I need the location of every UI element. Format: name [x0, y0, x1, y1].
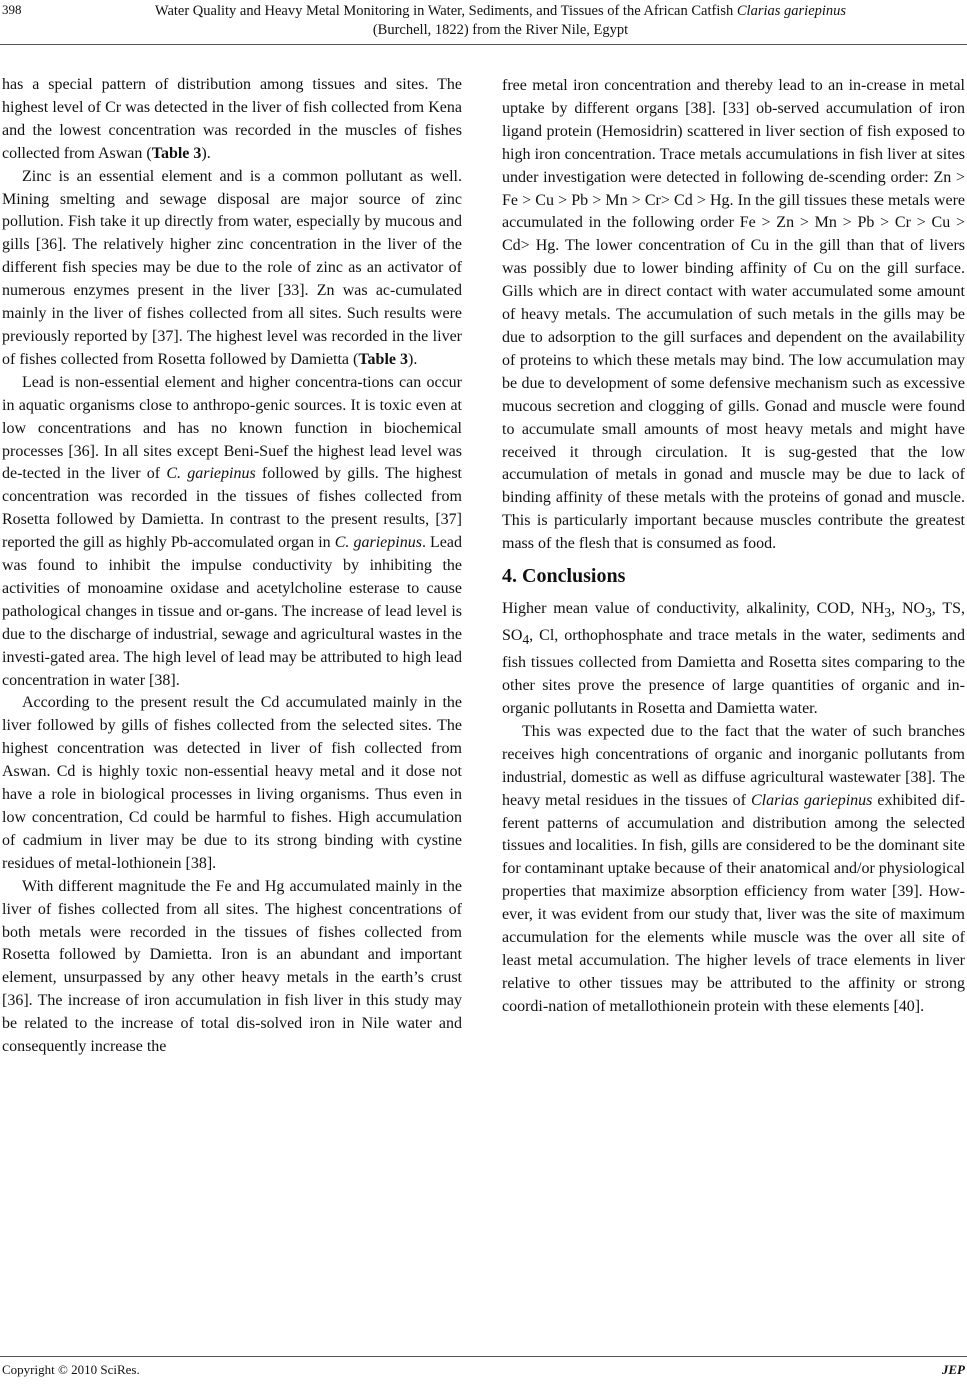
table-reference: Table 3	[358, 350, 408, 368]
species-name: C. gariepinus	[166, 465, 256, 483]
table-reference: Table 3	[151, 144, 202, 162]
paragraph	[2, 74, 462, 166]
subscript: 4	[522, 632, 530, 648]
running-title-line2: (Burchell, 1822) from the River Nile, Egypt	[372, 22, 629, 38]
paragraph-text: Zinc is an essential element and is a common pollutant as well. Mining smelting and sewage disposal are major source of zinc pollution. Fish take it up directly from water, especially by mucous and gills [36]. The relatively higher zinc concentration in the liver of the different fish species may be due to the role of zinc as an activator of numerous enzymes present in the liver [33]. Zn was ac-cumulated mainly in the liver of fishes collected from all sites. Such results were previously reported by [37]. The highest level was recorded in the liver of fishes collected from Rosetta followed by Damietta (	[2, 167, 462, 368]
paragraph-text: , Cl, orthophosphate and trace metals in the water, sediments and fish tissues collected from Damietta and Rosetta sites comparing to the other sites prove the presence of large quantities of organic and in-organic pollutants in Rosetta and Damietta water.	[502, 627, 965, 718]
paragraph-text: Lead is non-essential element and higher concentra-tions can occur in aquatic organisms close to anthropo-genic sources. It is toxic even at low concentrations and has no known function in biochemical processes [36]. In all sites except Beni-Suef the highest lead level was de-tected in the liver of	[2, 373, 462, 483]
species-name: C. gariepinus	[334, 534, 422, 552]
page-number: 398	[2, 2, 22, 17]
running-title	[34, 2, 967, 40]
left-column	[2, 74, 462, 1059]
paragraph: According to the present result the Cd accumulated mainly in the liver followed by gills of fishes collected from the selected sites. The highest concentration was detected in liver of fish collected from Aswan. Cd is highly toxic non-essential heavy metal and it dose not have a role in biological processes in living organisms. Thus even in low concentration, Cd could be harmful to fishes. High accumulation of cadmium in liver may be due to its strong binding with cystine residues of metal-lothionein [38].	[2, 694, 462, 872]
paragraph: free metal iron concentration and thereby lead to an in-crease in metal uptake by different organs [38]. [33] ob-served accumulation of iron ligand protein (Hemosidrin) scattered in liver section of fish exposed to high iron concentration. Trace metals accumulations in fish liver at sites under investigation were detected in following de-scending order: Zn > Fe > Cu > Pb > Mn > Cr> Cd > Hg. In the gill tissues these metals were accumulated in the following order Fe > Zn > Mn > Pb > Cr > Cu > Cd> Hg. The lower concentration of Cu in the gill than that of livers was possibly due to lower binding affinity of Cu on the gill surface. Gills which are in direct contact with water accumulated some amount of heavy metals. The accumulation of such metals in the gills may be due to adsorption to the gill surfaces and dependent on the availability of proteins to which these metals may bind. The low accumulation may be due to development of some defensive mechanism such as excessive mucous secretion and clogging of gills. Gonad and muscle were found to accumulate small amounts of most heavy metals and might have received it through circulation. It is sug-gested that the low accumulation of metals in gonad and muscle may be due to lack of binding affinity of these metals with the proteins of gonad and muscle. This is particularly important because muscles contribute the greatest mass of the flesh that is consumed as food.	[502, 77, 965, 553]
running-header	[0, 0, 967, 44]
paragraph-text: has a special pattern of distribution among tissues and sites. The highest level of Cr was detected in the liver of fish collected from Kena and the lowest concentration was recorded in the muscles of fishes collected from Aswan (	[2, 76, 462, 162]
subscript: 3	[884, 605, 892, 621]
paragraph-text: This was expected due to the fact that the water of such branches receives high concentrations of organic and inorganic pollutants from industrial, domestic as well as diffuse agricultural wastewater [38]. The heavy metal residues in the tissues of	[502, 722, 965, 809]
paragraph	[2, 372, 462, 693]
paragraph	[502, 721, 965, 1019]
paragraph-text: followed by gills. The highest concentration was recorded in the tissues of fishes collected from Rosetta followed by Damietta. In contrast to the present results, [37] reported the gill as highly Pb-accomulated organ in	[2, 465, 463, 552]
species-name: Clarias gariepinus	[750, 791, 873, 809]
subscript: 3	[925, 605, 932, 621]
right-column	[502, 75, 965, 1019]
paragraph-text: , NO	[891, 600, 926, 618]
journal-abbrev: JEP	[941, 1362, 965, 1377]
paragraph: With different magnitude the Fe and Hg accumulated mainly in the liver of fishes collected from all sites. The highest concentrations of both metals were recorded in the tissues of fishes collected from Rosetta followed by Damietta. Iron is an abundant and important element, unsurpassed by any other heavy metals in the earth’s crust [36]. The increase of iron accumulation in fish liver in this study may be related to the increase of total dis-solved iron in Nile water and consequently increase the	[2, 877, 462, 1056]
section-heading: 4. Conclusions	[502, 565, 626, 588]
running-title-species: Clarias gariepinus	[736, 3, 847, 19]
paragraph-text: . Lead was found to inhibit the impulse conductivity by inhibiting the activities of monoamine oxidase and acetylcholine esterase to cause pathological changes in tissue and or-gans. The increase of lead level is due to the discharge of industrial, sewage and agricultural wastes in the investi-gated area. The high level of lead may be attributed to high lead concentration in water [38].	[2, 534, 462, 689]
paragraph-text: , TS, SO	[502, 600, 965, 645]
paragraph-text: ).	[201, 144, 211, 162]
paragraph-text: ).	[408, 350, 418, 368]
paragraph-text: exhibited dif-ferent patterns of accumulation and distribution among the selected tissues and localities. In fish, gills are considered to be the dominant site for contaminant uptake because of their anatomical and/or physiological properties that maximize absorption efficiency from water [39]. How-ever, it was evident from our study that, liver was the site of maximum accumulation for the elements while muscle was the over all site of least metal accumulation. The higher levels of trace elements in liver relative to other tissues may be attributed to the affinity or strong coordi-nation of metallothionein protein with these elements [40].	[502, 791, 966, 1015]
header-divider	[0, 44, 967, 45]
footer-divider	[0, 1356, 967, 1357]
paragraph-text: Higher mean value of conductivity, alkalinity, COD, NH	[502, 600, 885, 618]
running-title-text: Water Quality and Heavy Metal Monitoring in Water, Sediments, and Tissues of the African Catfish	[154, 3, 737, 19]
copyright-notice: Copyright © 2010 SciRes.	[2, 1362, 140, 1377]
paragraph	[502, 598, 965, 721]
paragraph	[2, 166, 462, 372]
